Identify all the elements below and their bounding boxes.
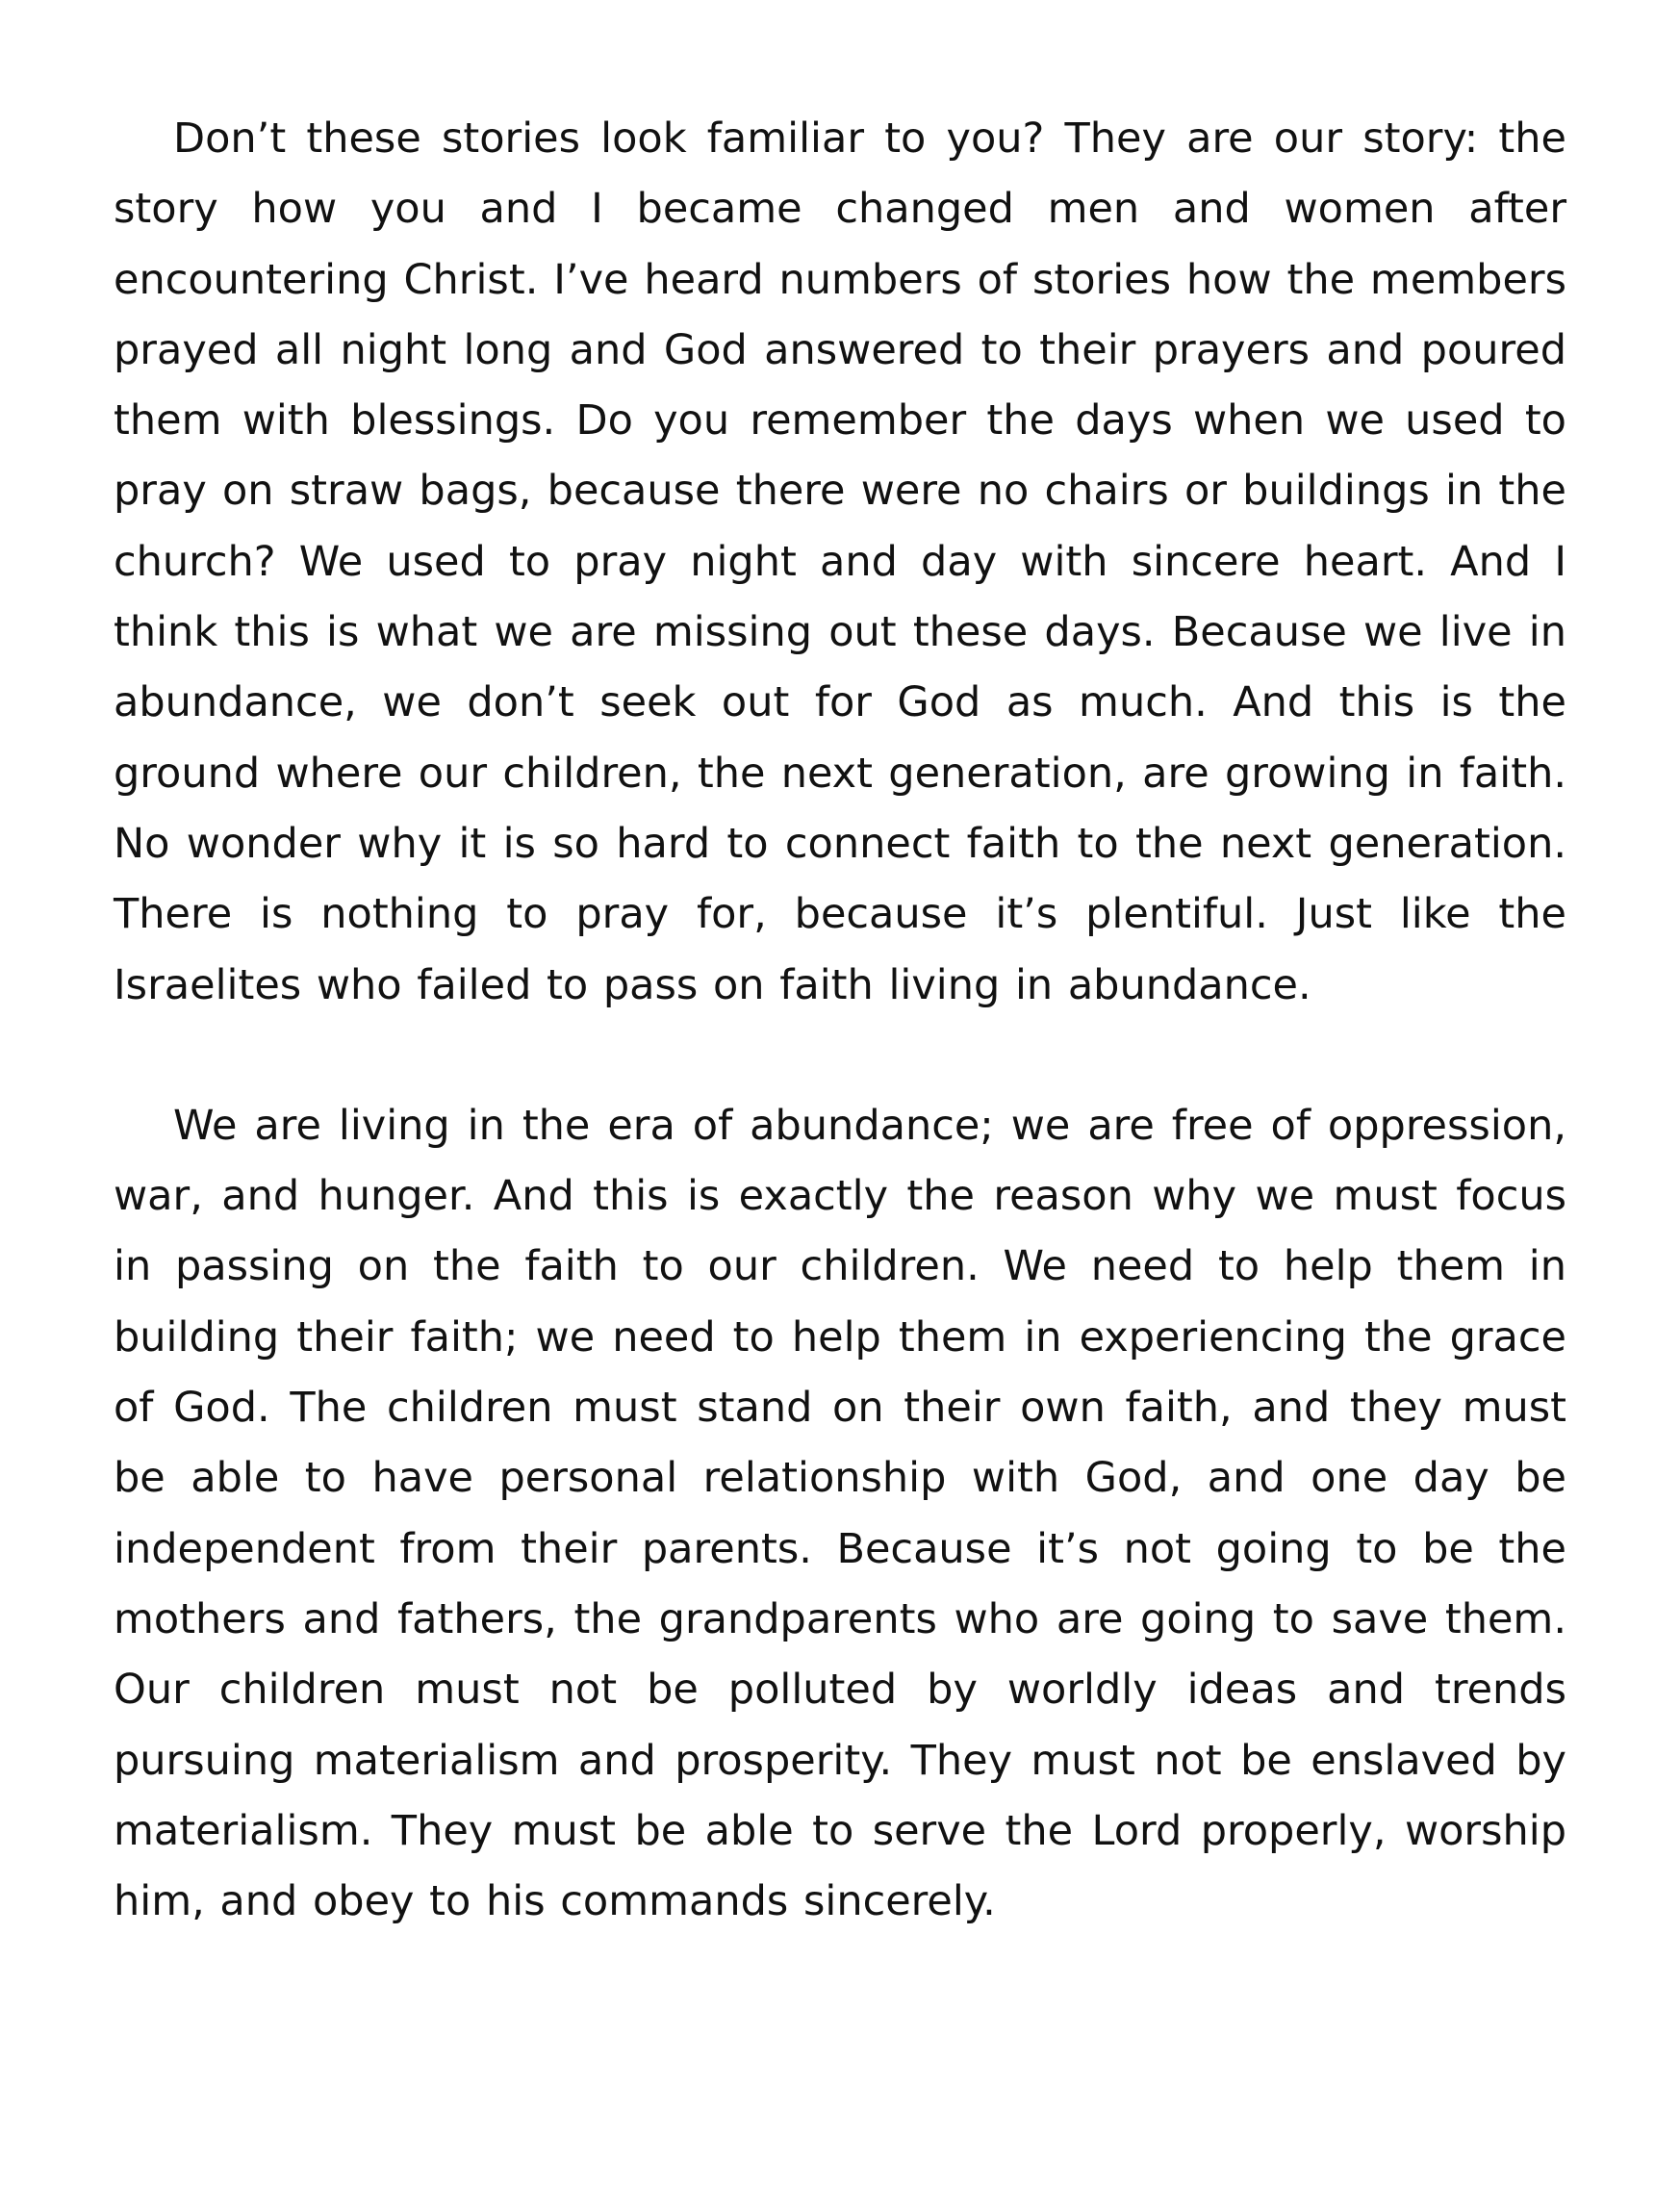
paragraph-abundance-stories: Don’t these stories look familiar to you? They are our story: the story how you and I became changed men and women after encountering Christ. I’ve heard numbers of stories how the members prayed all night long and God answered to their prayers and poured them with blessings. Do you remember the days when we used to pray on straw bags, because there were no chairs or buildings in the church? We used to pray night and day with sincere heart. And I think this is what we are missing out these days. Because we live in abundance, we don’t seek out for God as much. And this is the ground where our children, the next generation, are growing in faith. No wonder why it is so hard to connect faith to the next generation. There is nothing to pray for, because it’s plentiful. Just like the Israelites who failed to pass on faith living in abundance. bbox=[114, 115, 1566, 1009]
paragraph-era-of-abundance: We are living in the era of abundance; we are free of oppression, war, and hunger. And this is exactly the reason why we must focus in passing on the faith to our children. We need to help them in building their faith; we need to help them in experiencing the grace of God. The children must stand on their own faith, and they must be able to have personal relationship with God, and one day be independent from their parents. Because it’s not going to be the mothers and fathers, the grandparents who are going to save them. Our children must not be polluted by worldly ideas and trends pursuing materialism and prosperity. They must not be enslaved by materialism. They must be able to serve the Lord properly, worship him, and obey to his commands sincerely. bbox=[114, 1101, 1566, 1926]
body-text bbox=[114, 104, 1566, 1937]
